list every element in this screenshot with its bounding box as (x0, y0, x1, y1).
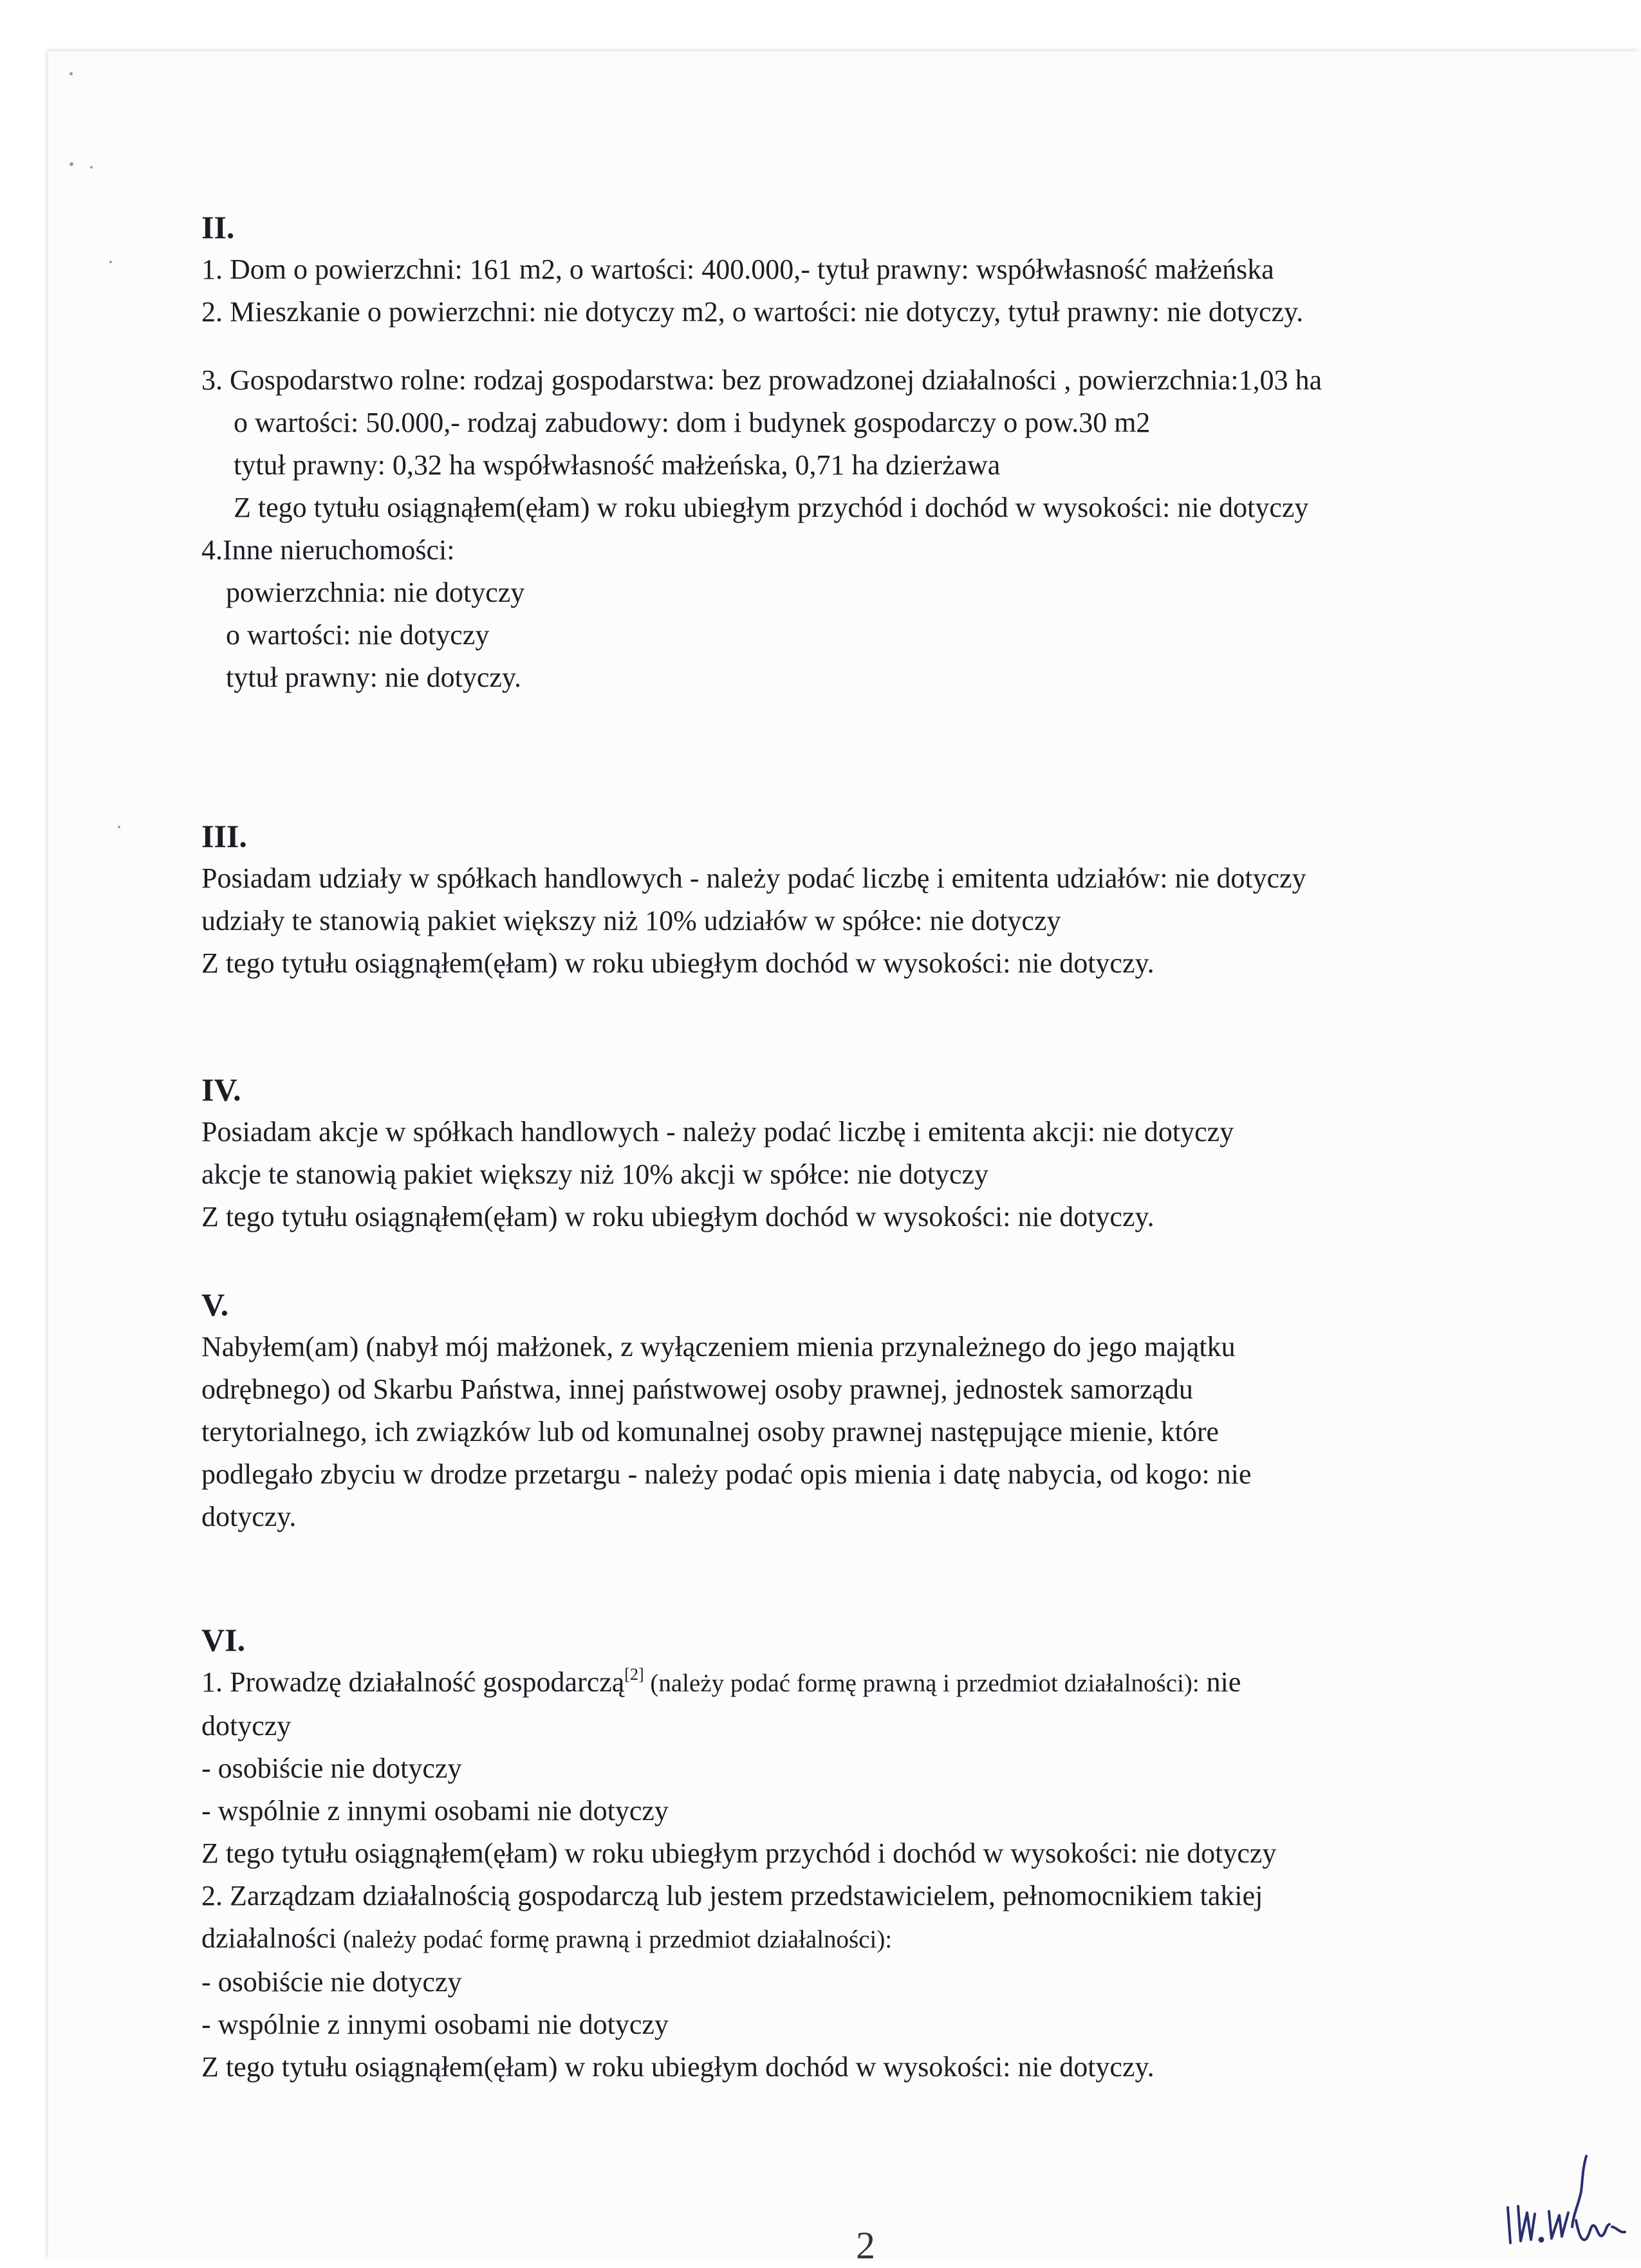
spacer (201, 333, 1514, 359)
text-run: nie (1199, 1666, 1241, 1698)
text-line: Z tego tytułu osiągnąłem(ęłam) w roku ubiegłym dochód w wysokości: nie dotyczy. (201, 947, 1154, 979)
text-line: terytorialnego, ich związków lub od komunalnej osoby prawnej następujące mienie, które (201, 1416, 1219, 1447)
text-line: - osobiście nie dotyczy (201, 1966, 462, 1998)
text-line: - wspólnie z innymi osobami nie dotyczy (201, 2009, 669, 2040)
text-line: - wspólnie z innymi osobami nie dotyczy (201, 1795, 669, 1826)
text-line: Nabyłem(am) (nabył mój małżonek, z wyłączeniem mienia przynależnego do jego majątku (201, 1331, 1236, 1362)
spacer (201, 985, 1514, 1068)
section-heading: IV. (201, 1072, 241, 1108)
text-line: 3. Gospodarstwo rolne: rodzaj gospodarstwa: bez prowadzonej działalności , powierzchnia:1,03 ha (201, 364, 1322, 396)
section-vi (201, 1619, 1514, 2088)
section-ii (201, 206, 1514, 699)
text-line: Z tego tytułu osiągnąłem(ęłam) w roku ubiegłym przychód i dochód w wysokości: nie dotyczy (201, 1837, 1277, 1869)
scan-speck (70, 72, 73, 75)
page-number: 2 (856, 2224, 875, 2267)
section-heading: V. (201, 1287, 229, 1323)
text-line: udziały te stanowią pakiet większy niż 10% udziałów w spółce: nie dotyczy (201, 905, 1061, 936)
scan-speck (70, 162, 73, 166)
footnote-ref: [2] (624, 1665, 644, 1684)
text-line: - osobiście nie dotyczy (201, 1752, 462, 1784)
section-iv (201, 1068, 1514, 1238)
text-line (201, 1661, 1514, 1705)
text-line: dotyczy (201, 1710, 292, 1742)
text-line: tytuł prawny: nie dotyczy. (226, 662, 522, 693)
text-line: 4.Inne nieruchomości: (201, 534, 455, 566)
scan-speck (118, 826, 120, 828)
text-line: powierzchnia: nie dotyczy (226, 577, 525, 608)
text-line: o wartości: 50.000,- rodzaj zabudowy: dom i budynek gospodarczy o pow.30 m2 (234, 407, 1151, 438)
text-line: Z tego tytułu osiągnąłem(ęłam) w roku ubiegłym dochód w wysokości: nie dotyczy. (201, 1201, 1154, 1232)
section-heading: VI. (201, 1622, 246, 1658)
text-line: Posiadam akcje w spółkach handlowych - należy podać liczbę i emitenta akcji: nie dotyczy (201, 1116, 1234, 1148)
spacer (201, 699, 1514, 815)
spacer (201, 1238, 1514, 1283)
text-line: odrębnego) od Skarbu Państwa, innej państwowej osoby prawnej, jednostek samorządu (201, 1373, 1193, 1405)
scan-speck (109, 261, 112, 263)
text-line: Z tego tytułu osiągnąłem(ęłam) w roku ubiegłym dochód w wysokości: nie dotyczy. (201, 2051, 1154, 2083)
scan-speck (90, 166, 93, 169)
text-line: Posiadam udziały w spółkach handlowych - należy podać liczbę i emitenta udziałów: nie dotyczy (201, 862, 1306, 894)
text-line: o wartości: nie dotyczy (226, 619, 490, 651)
handwritten-signature (1496, 2130, 1641, 2259)
section-v (201, 1283, 1514, 1538)
text-line: tytuł prawny: 0,32 ha współwłasność małżeńska, 0,71 ha dzierżawa (234, 449, 1001, 481)
text-line: akcje te stanowią pakiet większy niż 10% akcji w spółce: nie dotyczy (201, 1158, 989, 1190)
text-line: 2. Zarządzam działalnością gospodarczą lub jestem przedstawicielem, pełnomocnikiem takiej (201, 1880, 1263, 1911)
text-line: 1. Dom o powierzchni: 161 m2, o wartości: 400.000,- tytuł prawny: współwłasność małżeńska (201, 254, 1274, 285)
section-iii (201, 815, 1514, 985)
text-line: dotyczy. (201, 1501, 297, 1532)
section-heading: II. (201, 209, 235, 245)
text-run: (należy podać formę prawną i przedmiot działalności): (337, 1926, 893, 1953)
text-line: 2. Mieszkanie o powierzchni: nie dotyczy m2, o wartości: nie dotyczy, tytuł prawny: nie dotyczy. (201, 296, 1304, 328)
section-heading: III. (201, 818, 247, 854)
text-run: 1. Prowadzę działalność gospodarczą (201, 1666, 625, 1698)
text-run: (należy podać formę prawną i przedmiot działalności): (644, 1669, 1200, 1697)
spacer (201, 1538, 1514, 1619)
text-run: działalności (201, 1922, 337, 1954)
document-content (201, 206, 1514, 2088)
text-line (201, 1917, 1514, 1961)
text-line: podlegało zbyciu w drodze przetargu - należy podać opis mienia i datę nabycia, od kogo: nie (201, 1458, 1252, 1490)
text-line: Z tego tytułu osiągnąłem(ęłam) w roku ubiegłym przychód i dochód w wysokości: nie dotyczy (234, 492, 1309, 523)
scan-background (0, 0, 1641, 51)
